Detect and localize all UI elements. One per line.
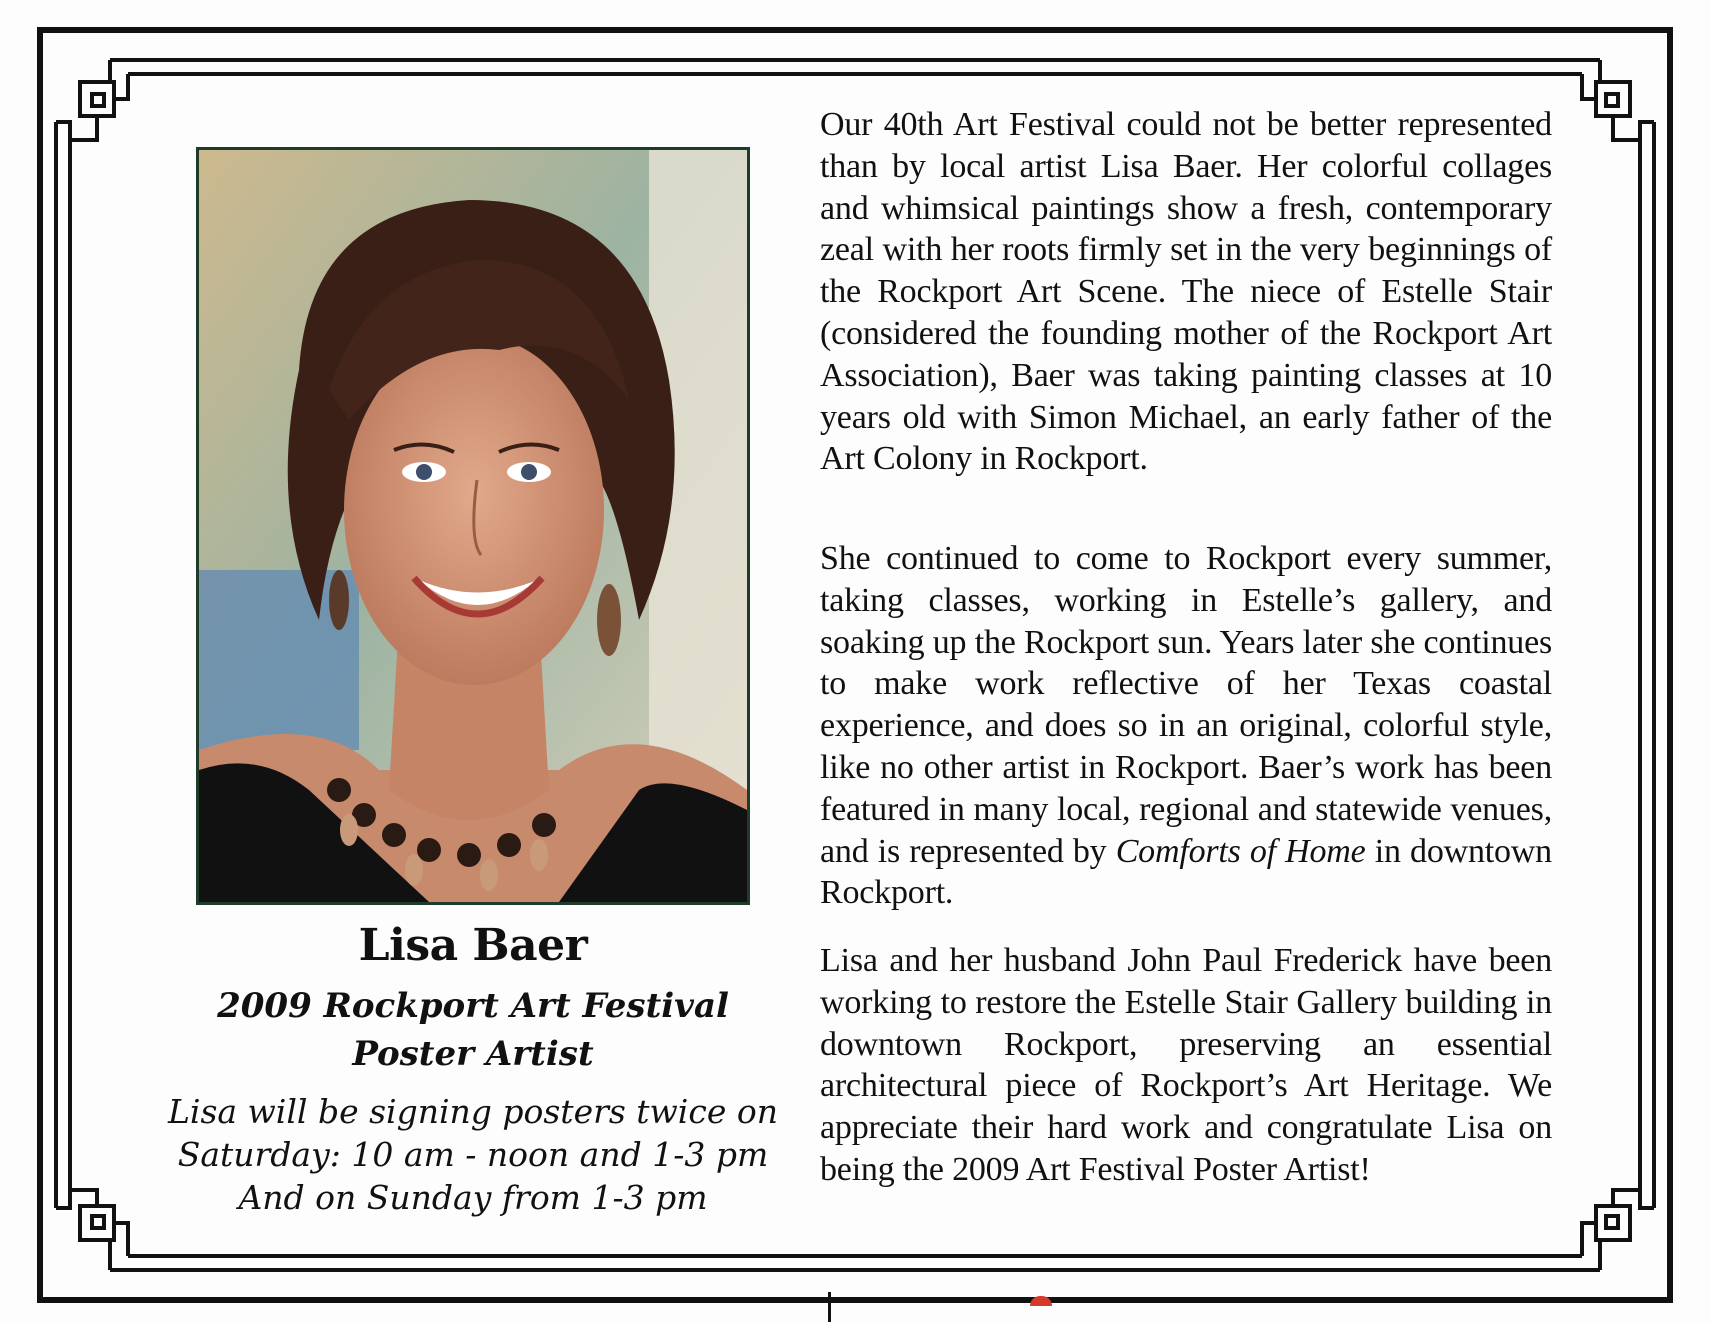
signing-schedule-line2: Saturday: 10 am - noon and 1-3 pm [177, 1135, 769, 1174]
article-paragraph-2-text: She continued to come to Rockport every summer, taking classes, working in Estelle’s gallery, and soaking up the Rockport sun. Years later she continues to make work reflective of her Texas coastal experience, and does so in an original, colorful style, like no other artist in Rockport. Baer’s work has been featured in many local, regional and statewide venues, and is represented by [820, 540, 1552, 870]
artist-title [140, 982, 806, 1078]
signing-schedule-line1: Lisa will be signing posters twice on [167, 1092, 778, 1131]
artist-title-line2: Poster Artist [352, 1034, 594, 1074]
artist-title-line1: 2009 Rockport Art Festival [217, 986, 729, 1026]
signing-schedule-line3: And on Sunday from 1-3 pm [238, 1178, 708, 1217]
article-paragraph-3: Lisa and her husband John Paul Frederick have been working to restore the Estelle Stair Gallery building in downtown Rockport, preserving an essential architectural piece of Rockport’s Art Heritage. We appreciate their hard work and congratulate Lisa on being the 2009 Art Festival Poster Artist! [820, 942, 1552, 1188]
portrait-illustration [199, 150, 747, 902]
article-paragraph-2 [820, 538, 1552, 914]
column-divider [828, 1292, 831, 1322]
signing-schedule [140, 1090, 806, 1219]
article-paragraph-1: Our 40th Art Festival could not be better represented than by local artist Lisa Baer. Her colorful collages and whimsical paintings show a fresh, contemporary zeal with her roots firmly set in the very beginnings of the Rockport Art Scene. The niece of Estelle Stair (considered the founding mother of the Rockport Art Association), Baer was taking painting classes at 10 years old with Simon Michael, an early father of the Art Colony in Rockport. [820, 106, 1552, 478]
article-paragraph-2-end: in downtown Rockport. [820, 832, 1552, 912]
portrait-photo [196, 147, 750, 905]
artist-name: Lisa Baer [358, 920, 588, 971]
gallery-name-italic: Comforts of Home [1115, 832, 1366, 870]
